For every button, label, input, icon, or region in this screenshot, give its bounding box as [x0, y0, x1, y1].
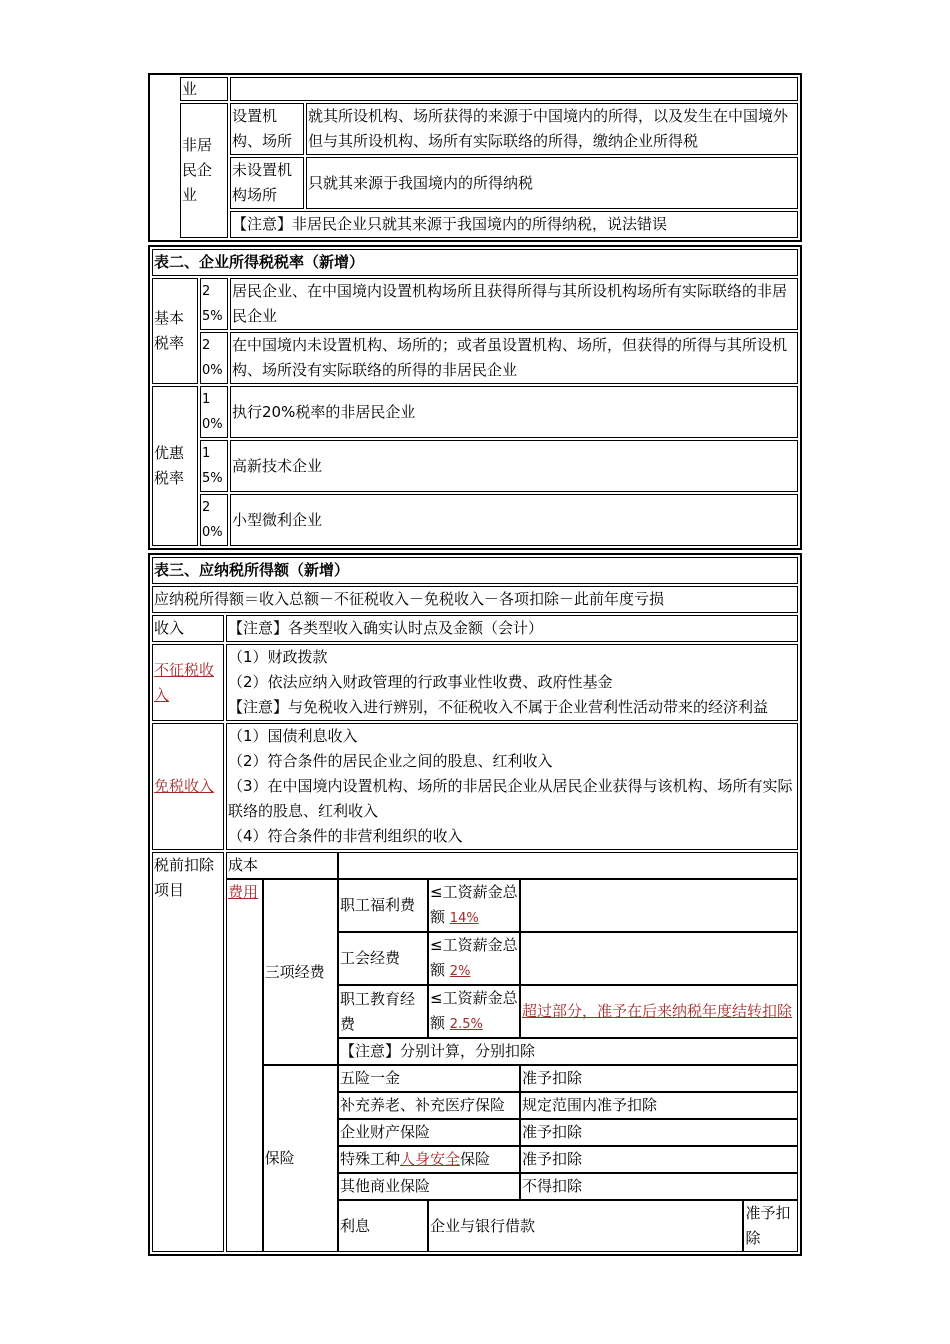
pref-rate-20-text: 小型微利企业 — [230, 494, 798, 546]
edu-note-cell[interactable] — [520, 985, 798, 1038]
ins-label-special — [338, 1146, 520, 1173]
insurance-label: 保险 — [263, 1065, 338, 1252]
interest-loan-value: 准予扣除 — [743, 1200, 798, 1252]
ins-label: 五险一金 — [338, 1065, 520, 1092]
income-label: 收入 — [152, 615, 224, 642]
basic-rate-25-text: 居民企业、在中国境内设置机构场所且获得所得与其所设机构场所有实际联络的非居民企业 — [230, 278, 798, 330]
welfare-limit — [428, 879, 520, 932]
personal-safety-link[interactable]: 人身安全 — [400, 1150, 461, 1168]
ins-label: 企业财产保险 — [338, 1119, 520, 1146]
table-taxpayer-continued — [148, 73, 802, 242]
ins-label-post: 保险 — [460, 1150, 491, 1168]
edu-limit — [428, 985, 520, 1038]
income-note: 【注意】各类型收入确实认时点及金额（会计） — [226, 615, 798, 642]
union-empty — [520, 932, 798, 985]
pref-rate-10: 10% — [200, 386, 228, 438]
nontax-content — [226, 644, 798, 721]
pref-rate-15: 15% — [200, 440, 228, 492]
ins-label: 补充养老、补充医疗保险 — [338, 1092, 520, 1119]
three-funds-note: 【注意】分别计算，分别扣除 — [338, 1038, 798, 1065]
union-limit-prefix: ≤工资薪金总额 — [430, 936, 518, 979]
basic-rate-label: 基本税率 — [152, 278, 198, 384]
nonres-label: 非居民企业 — [180, 103, 228, 238]
cost-empty — [338, 852, 798, 879]
interest-loan-label: 企业与银行借款 — [428, 1200, 743, 1252]
ins-label-pre: 特殊工种 — [340, 1150, 401, 1168]
exempt-line: （2）符合条件的居民企业之间的股息、红利收入 — [228, 752, 553, 770]
exempt-link[interactable]: 免税收入 — [154, 777, 215, 795]
nontax-line: 【注意】与免税收入进行辨别，不征税收入不属于企业营利性活动带来的经济利益 — [228, 698, 769, 716]
left-merged-cell — [152, 77, 178, 238]
edu-limit-prefix: ≤工资薪金总额 — [430, 989, 518, 1032]
exempt-line: （1）国债利息收入 — [228, 727, 358, 745]
pref-rate-15-text: 高新技术企业 — [230, 440, 798, 492]
document-page — [148, 73, 802, 1259]
exempt-label[interactable] — [152, 723, 224, 850]
interest-label: 利息 — [338, 1200, 428, 1252]
welfare-label: 职工福利费 — [338, 879, 428, 932]
edu-note-link[interactable]: 超过部分，准予在后来纳税年度结转扣除 — [522, 1002, 793, 1020]
exempt-line: （4）符合条件的非营利组织的收入 — [228, 827, 463, 845]
expense-link[interactable]: 费用 — [228, 883, 259, 901]
exempt-content — [226, 723, 798, 850]
without-est-text: 只就其来源于我国境内的所得纳税 — [306, 157, 798, 209]
three-funds-label: 三项经费 — [263, 879, 338, 1065]
welfare-empty — [520, 879, 798, 932]
basic-rate-20: 20% — [200, 332, 228, 384]
basic-rate-25: 25% — [200, 278, 228, 330]
union-limit — [428, 932, 520, 985]
with-est-text: 就其所设机构、场所获得的来源于中国境内的所得，以及发生在中国境外但与其所设机构、场所有实际联络的所得，缴纳企业所得税 — [306, 103, 798, 155]
pref-rate-10-text: 执行20%税率的非居民企业 — [230, 386, 798, 438]
nontax-line: （1）财政拨款 — [228, 648, 328, 666]
exempt-line: （3）在中国境内设置机构、场所的非居民企业从居民企业获得与该机构、场所有实际联络的股息、红利收入 — [228, 777, 793, 820]
nontax-line: （2）依法应纳入财政管理的行政事业性收费、政府性基金 — [228, 673, 613, 691]
formula: 应纳税所得额＝收入总额－不征税收入－免税收入－各项扣除－此前年度亏损 — [152, 586, 798, 613]
edu-label: 职工教育经费 — [338, 985, 428, 1038]
ins-value: 不得扣除 — [520, 1173, 798, 1200]
pref-rate-label: 优惠税率 — [152, 386, 198, 546]
deduct-label: 税前扣除项目 — [152, 852, 224, 1252]
edu-pct[interactable]: 2.5% — [449, 1017, 483, 1032]
ins-label: 其他商业保险 — [338, 1173, 520, 1200]
deduct-content — [226, 852, 798, 1252]
row-ye-empty — [230, 77, 798, 101]
table-taxable-income — [148, 553, 802, 1256]
with-est-label: 设置机构、场所 — [230, 103, 304, 155]
nonres-note: 【注意】非居民企业只就其来源于我国境内的所得纳税，说法错误 — [230, 211, 798, 238]
nontax-label[interactable] — [152, 644, 224, 721]
table2-title: 表二、企业所得税税率（新增） — [152, 249, 798, 276]
pref-rate-20: 20% — [200, 494, 228, 546]
welfare-limit-prefix: ≤工资薪金总额 — [430, 883, 518, 926]
ins-value: 准予扣除 — [520, 1119, 798, 1146]
ins-value: 准予扣除 — [520, 1065, 798, 1092]
expense-cell[interactable] — [226, 879, 263, 1252]
nontax-link[interactable]: 不征税收入 — [154, 660, 215, 704]
ins-value: 规定范围内准予扣除 — [520, 1092, 798, 1119]
union-label: 工会经费 — [338, 932, 428, 985]
basic-rate-20-text: 在中国境内未设置机构、场所的；或者虽设置机构、场所，但获得的所得与其所设机构、场所没有实际联络的所得的非居民企业 — [230, 332, 798, 384]
row-ye-label: 业 — [180, 77, 228, 101]
welfare-pct[interactable]: 14% — [449, 911, 479, 926]
table-tax-rates — [148, 245, 802, 550]
ins-value: 准予扣除 — [520, 1146, 798, 1173]
without-est-label: 未设置机构场所 — [230, 157, 304, 209]
cost-label: 成本 — [226, 852, 338, 879]
table3-title: 表三、应纳税所得额（新增） — [152, 557, 798, 584]
union-pct[interactable]: 2% — [449, 964, 471, 979]
